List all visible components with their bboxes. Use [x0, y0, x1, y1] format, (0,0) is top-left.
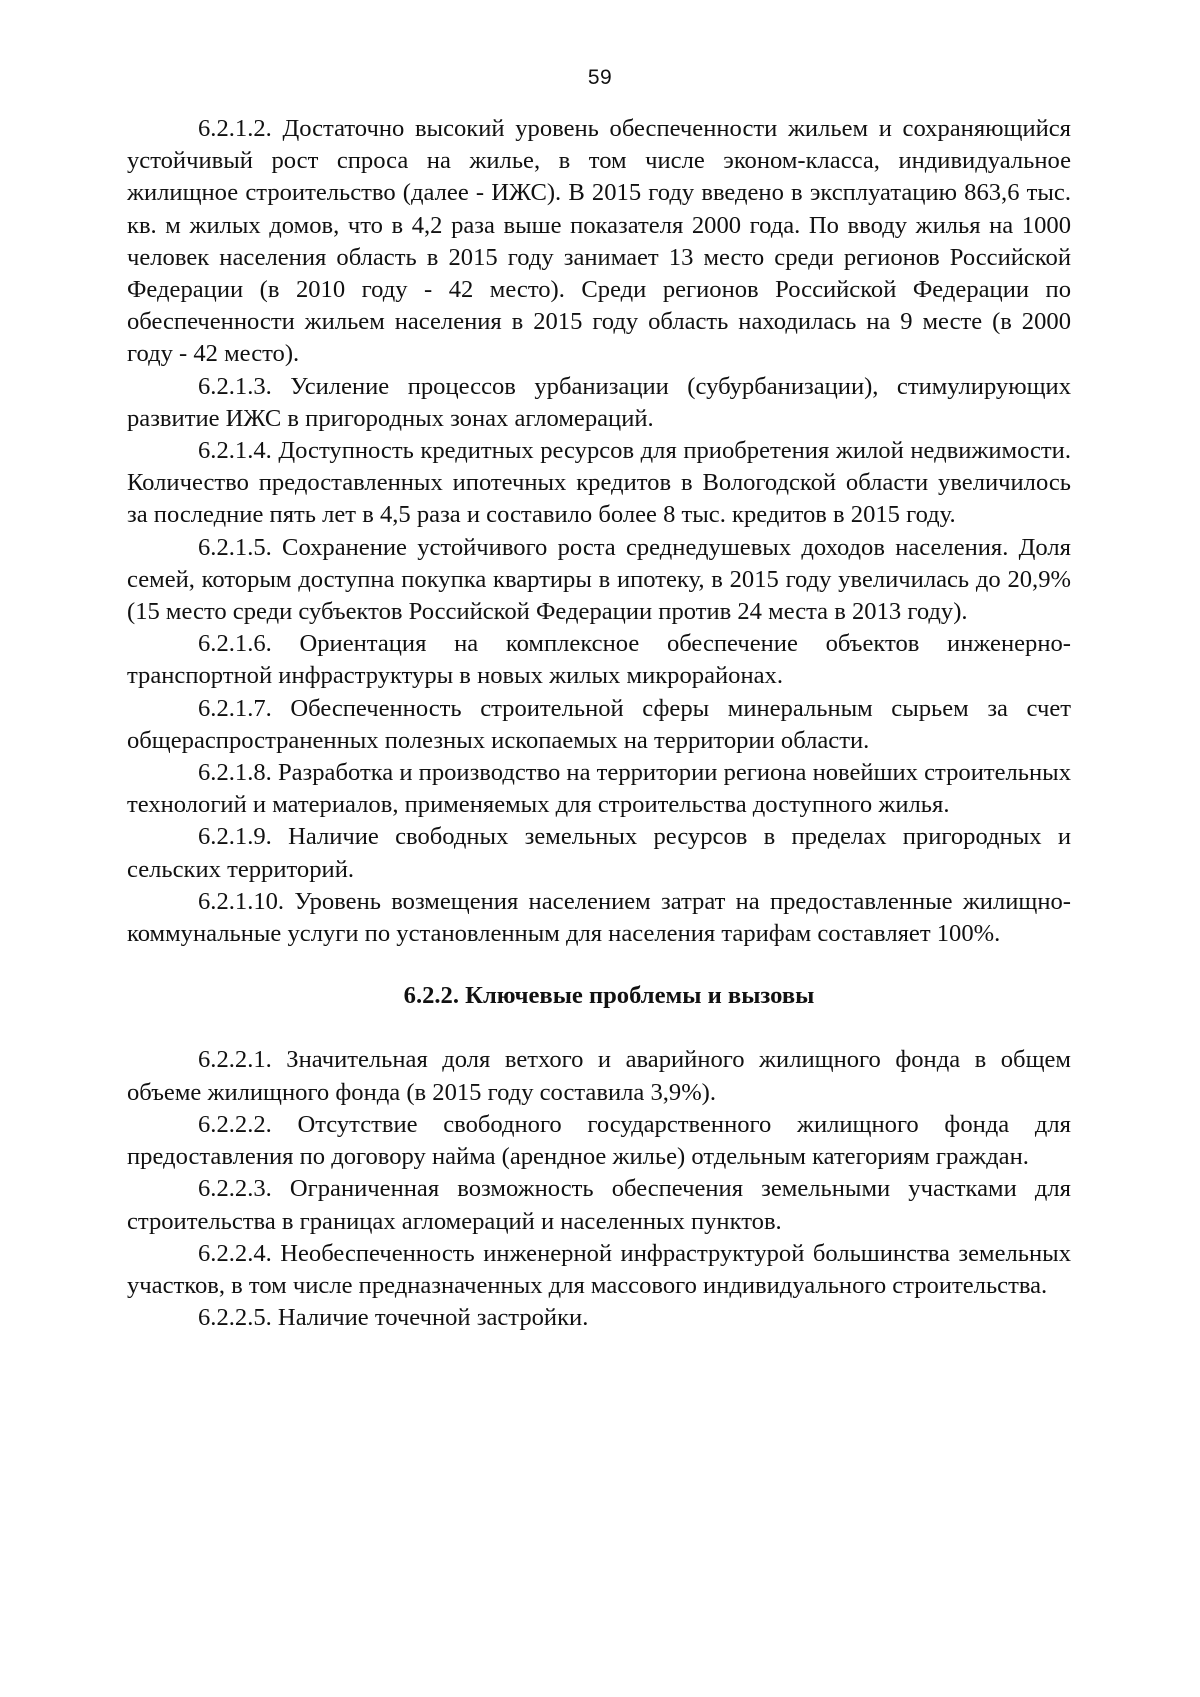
- paragraph-6-2-2-3: 6.2.2.3. Ограниченная возможность обеспечения земельными участками для строительства в границах агломераций и населенных пунктов.: [127, 1175, 1071, 1235]
- section-heading: 6.2.2. Ключевые проблемы и вызовы: [403, 982, 815, 1010]
- paragraph-6-2-2-4: 6.2.2.4. Необеспеченность инженерной инфраструктурой большинства земельных участков, в том числе предназначенных для массового индивидуального строительства.: [127, 1239, 1071, 1299]
- paragraph-6-2-2-1: 6.2.2.1. Значительная доля ветхого и аварийного жилищного фонда в общем объеме жилищного фонда (в 2015 году составила 3,9%).: [127, 1046, 1071, 1106]
- paragraph-6-2-1-7: 6.2.1.7. Обеспеченность строительной сферы минеральным сырьем за счет общераспространенных полезных ископаемых на территории области.: [127, 694, 1071, 754]
- paragraph-6-2-2-2: 6.2.2.2. Отсутствие свободного государственного жилищного фонда для предоставления по договору найма (арендное жилье) отдельным категориям граждан.: [127, 1110, 1071, 1171]
- page-number: 59: [587, 66, 613, 89]
- paragraph-6-2-1-4: 6.2.1.4. Доступность кредитных ресурсов для приобретения жилой недвижимости. Количество предоставленных ипотечных кредитов в Вологодской области увеличилось за последние пять лет в 4,5 раза и составило более 8 тыс. кредитов в 2015 году.: [127, 437, 1071, 529]
- paragraph-6-2-1-9: 6.2.1.9. Наличие свободных земельных ресурсов в пределах пригородных и сельских территорий.: [127, 823, 1071, 883]
- paragraph-6-2-1-5: 6.2.1.5. Сохранение устойчивого роста среднедушевых доходов населения. Доля семей, которым доступна покупка квартиры в ипотеку, в 2015 году увеличилась до 20,9% (15 место среди субъектов Российской Федерации против 24 места в 2013 году).: [127, 533, 1071, 626]
- paragraph-6-2-1-10: 6.2.1.10. Уровень возмещения населением затрат на предоставленные жилищно-коммунальные услуги по установленным для населения тарифам составляет 100%.: [127, 887, 1071, 948]
- page-content: [127, 113, 1071, 1334]
- paragraph-6-2-1-3: 6.2.1.3. Усиление процессов урбанизации (субурбанизации), стимулирующих развитие ИЖС в пригородных зонах агломераций.: [127, 372, 1071, 432]
- paragraph-6-2-1-8: 6.2.1.8. Разработка и производство на территории региона новейших строительных технологий и материалов, применяемых для строительства доступного жилья.: [127, 759, 1071, 819]
- paragraph-6-2-1-6: 6.2.1.6. Ориентация на комплексное обеспечение объектов инженерно-транспортной инфраструктуры в новых жилых микрорайонах.: [127, 630, 1071, 690]
- paragraph-6-2-2-5: 6.2.2.5. Наличие точечной застройки.: [198, 1304, 589, 1332]
- paragraph-6-2-1-2: 6.2.1.2. Достаточно высокий уровень обеспеченности жильем и сохраняющийся устойчивый рост спроса на жилье, в том числе эконом-класса, индивидуальное жилищное строительство (далее - ИЖС). В 2015 году введено в эксплуатацию 863,6 тыс. кв. м жилых домов, что в 4,2 раза выше показателя 2000 года. По вводу жилья на 1000 человек населения область в 2015 году занимает 13 место среди регионов Российской Федерации (в 2010 году - 42 место). Среди регионов Российской Федерации по обеспеченности жильем населения в 2015 году область находилась на 9 месте (в 2000 году - 42 место).: [127, 115, 1071, 368]
